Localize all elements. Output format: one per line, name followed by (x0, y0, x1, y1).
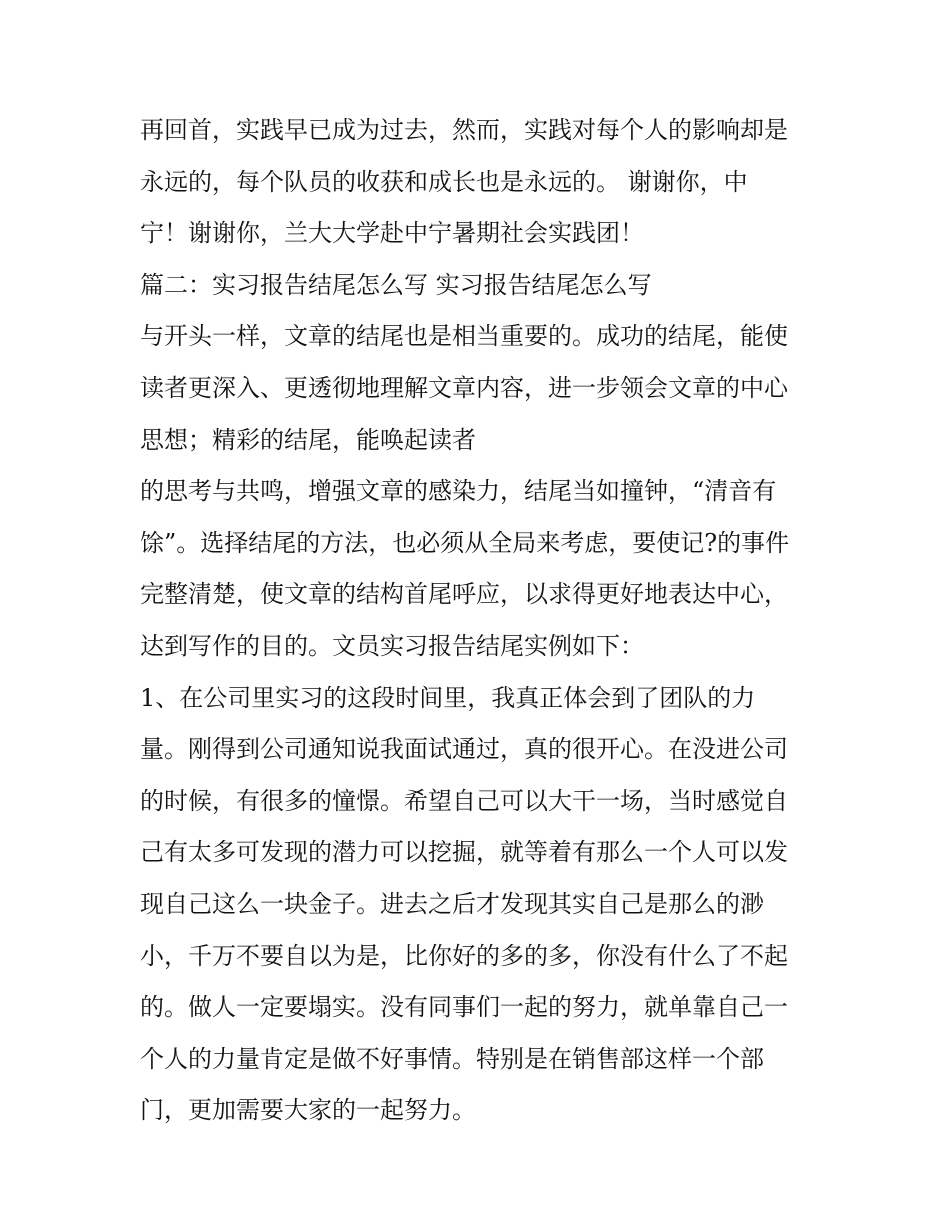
body-text (140, 105, 820, 1137)
text-line: 的思考与共鸣，增强文章的感染力，结尾当如撞钟，“清音有 (140, 477, 777, 506)
text-line: 个人的力量肯定是做不好事情。特别是在销售部这样一个部 (140, 1044, 764, 1073)
text-line: 量。刚得到公司通知说我面试通过，真的很开心。在没进公司 (140, 735, 788, 764)
text-line: 再回首，实践早已成为过去，然而，实践对每个人的影响却是 (140, 116, 788, 144)
text-line: 馀”。选择结尾的方法，也必须从全局来考虑，要使记?的事件 (140, 528, 790, 557)
list-item-text: 1、在公司里实习的这段时间里，我真正体会到了团队的力 (140, 683, 756, 712)
text-line: 读者更深入、更透彻地理解文章内容，进一步领会文章的中心 (140, 373, 788, 402)
text-line: 思想；精彩的结尾，能唤起读者 (140, 425, 476, 454)
text-line: 门，更加需要大家的一起努力。 (140, 1096, 476, 1125)
text-line: 现自己这么一块金子。进去之后才发现其实自己是那么的渺 (140, 889, 764, 918)
text-line: 达到写作的目的。文员实习报告结尾实例如下： (140, 631, 644, 660)
text-line: 宁！谢谢你，兰大大学赴中宁暑期社会实践团！ (140, 219, 644, 248)
text-line: 己有太多可发现的潜力可以挖掘，就等着有那么一个人可以发 (140, 838, 788, 867)
text-line: 永远的，每个队员的收获和成长也是永远的。 谢谢你，中 (140, 167, 748, 196)
text-line: 小，千万不要自以为是，比你好的多的多，你没有什么了不起 (140, 941, 788, 970)
section-heading: 篇二：实习报告结尾怎么写 实习报告结尾怎么写 (140, 270, 652, 299)
text-line: 的时候，有很多的憧憬。希望自己可以大干一场，当时感觉自 (140, 786, 788, 815)
text-line: 的。做人一定要塌实。没有同事们一起的努力，就单靠自己一 (140, 993, 788, 1022)
text-line: 与开头一样，文章的结尾也是相当重要的。成功的结尾，能使 (140, 322, 788, 351)
text-line: 完整清楚，使文章的结构首尾呼应，以求得更好地表达中心， (140, 580, 788, 609)
